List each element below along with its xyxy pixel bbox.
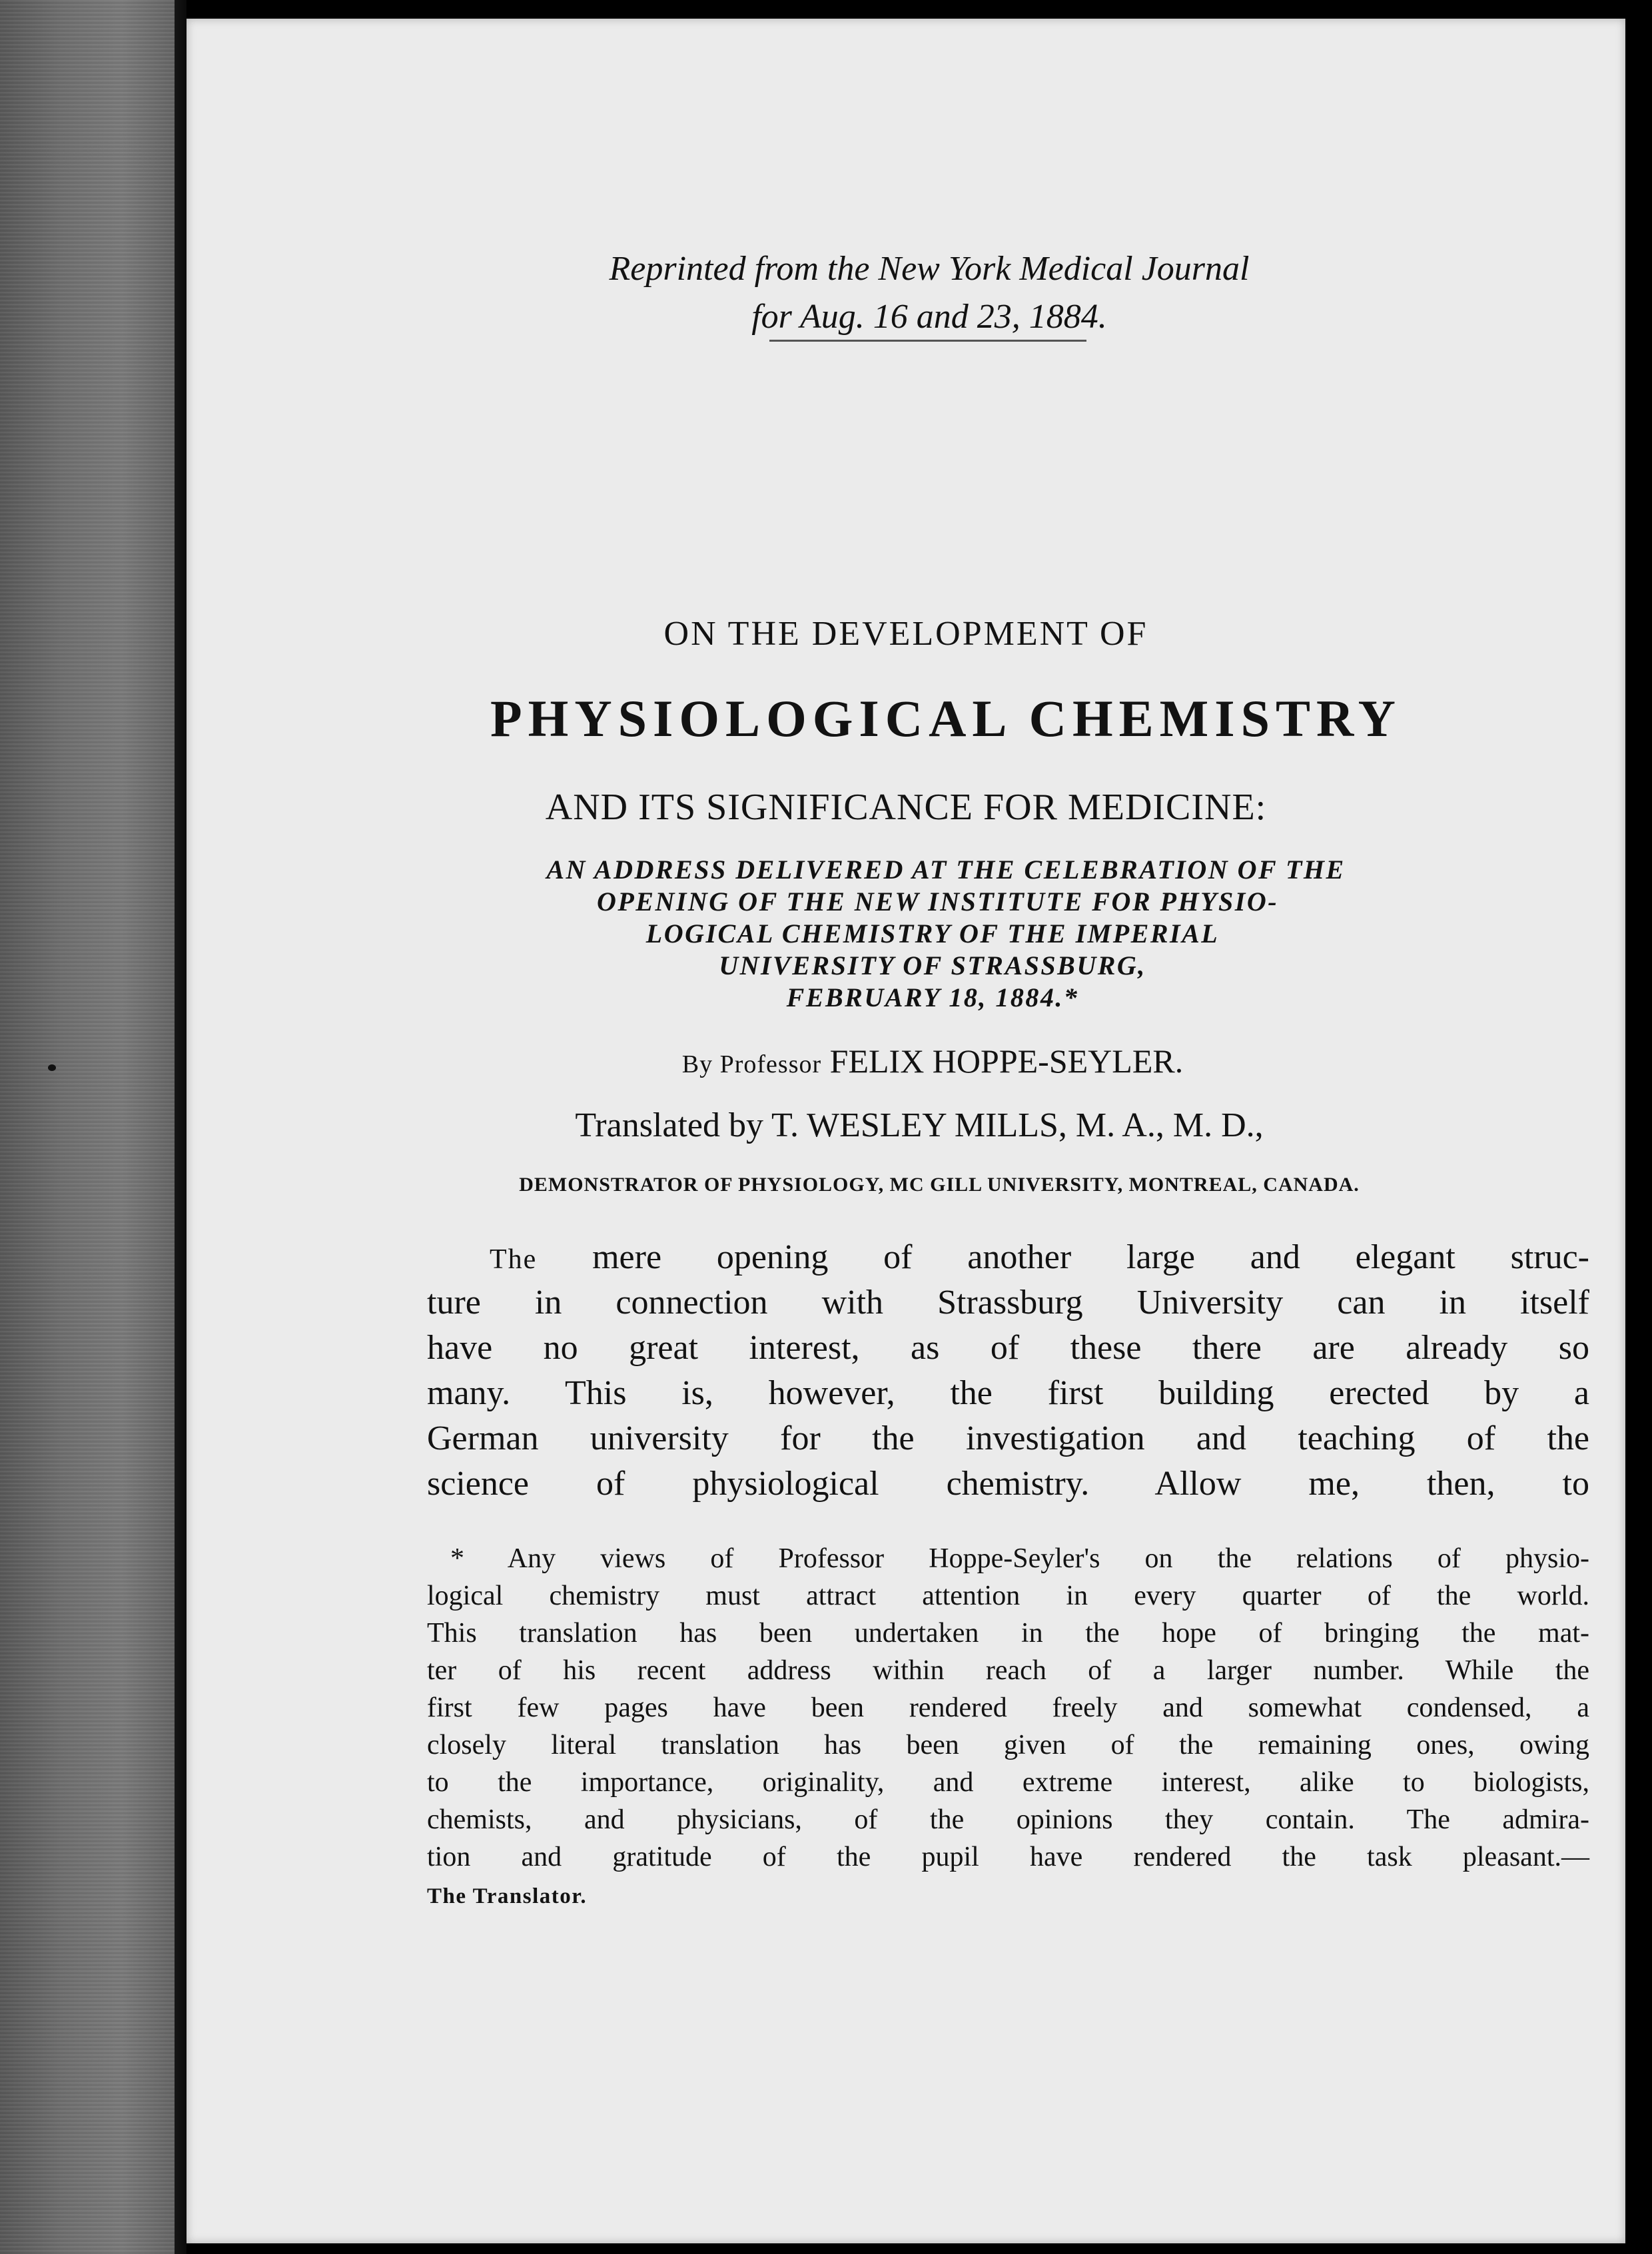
- body-line: many. This is, however, the first building erected by a: [427, 1374, 1589, 1412]
- translator-signature: The Translator.: [427, 1884, 588, 1908]
- body-lead-word: The: [490, 1244, 538, 1275]
- body-line: have no great interest, as of these there are already so: [427, 1329, 1589, 1367]
- footnote-line: This translation has been undertaken in the hope of bringing the mat-: [427, 1618, 1589, 1649]
- footnote-line: closely literal translation has been given of the remaining ones, owing: [427, 1730, 1589, 1760]
- binding-speck: [48, 1064, 56, 1071]
- subtitle-line-4: UNIVERSITY OF STRASSBURG,: [719, 950, 1146, 980]
- footnote-signature: [427, 1876, 1589, 1915]
- subtitle-line-3: LOGICAL CHEMISTRY OF THE IMPERIAL: [645, 919, 1220, 948]
- subtitle-line-5: FEBRUARY 18, 1884.*: [786, 982, 1079, 1012]
- subtitle-line-2: OPENING OF THE NEW INSTITUTE FOR PHYSIO-: [596, 887, 1279, 917]
- footnote-line: tion and gratitude of the pupil have rendered the task pleasant.—: [427, 1842, 1589, 1872]
- translator-line: Translated by T. WESLEY MILLS, M. A., M. D.,: [575, 1106, 1264, 1144]
- body-line: ture in connection with Strassburg University can in itself: [427, 1284, 1589, 1321]
- body-line: science of physiological chemistry. Allow me, then, to: [427, 1465, 1589, 1503]
- author-byline: [187, 1044, 1625, 1078]
- footnote-line: chemists, and physicians, of the opinions they contain. The admira-: [427, 1804, 1589, 1835]
- header-divider: [769, 340, 1086, 342]
- title-line-3: AND ITS SIGNIFICANCE FOR MEDICINE:: [545, 787, 1267, 828]
- footnote-line: ter of his recent address within reach of a larger number. While the: [427, 1655, 1589, 1686]
- subtitle-line-1: AN ADDRESS DELIVERED AT THE CELEBRATION OF THE: [546, 855, 1346, 885]
- body-first-line-text: mere opening of another large and elegant struc-: [537, 1238, 1589, 1276]
- book-binding-strip: [0, 0, 175, 2254]
- footnote-line: first few pages have been rendered freely and somewhat condensed, a: [427, 1692, 1589, 1723]
- binding-shadow: [175, 0, 187, 2254]
- body-line: [490, 1235, 1589, 1282]
- footnote-line: to the importance, originality, and extreme interest, alike to biologists,: [427, 1767, 1589, 1798]
- body-line: German university for the investigation and teaching of the: [427, 1419, 1589, 1457]
- footnote-line: * Any views of Professor Hoppe-Seyler's on the relations of physio-: [450, 1543, 1589, 1574]
- main-title: PHYSIOLOGICAL CHEMISTRY: [490, 689, 1402, 747]
- footnote-line: logical chemistry must attract attention in every quarter of the world.: [427, 1581, 1589, 1611]
- author-by-label: By Professor: [681, 1050, 822, 1078]
- title-line-1: ON THE DEVELOPMENT OF: [663, 615, 1148, 653]
- document-page: [187, 19, 1625, 2243]
- reprint-notice-line-1: Reprinted from the New York Medical Journal: [609, 250, 1250, 288]
- author-name: FELIX HOPPE-SEYLER.: [829, 1042, 1184, 1080]
- translator-affiliation: DEMONSTRATOR OF PHYSIOLOGY, MC GILL UNIVERSITY, MONTREAL, CANADA.: [519, 1174, 1360, 1196]
- reprint-notice-line-2: for Aug. 16 and 23, 1884.: [751, 298, 1107, 336]
